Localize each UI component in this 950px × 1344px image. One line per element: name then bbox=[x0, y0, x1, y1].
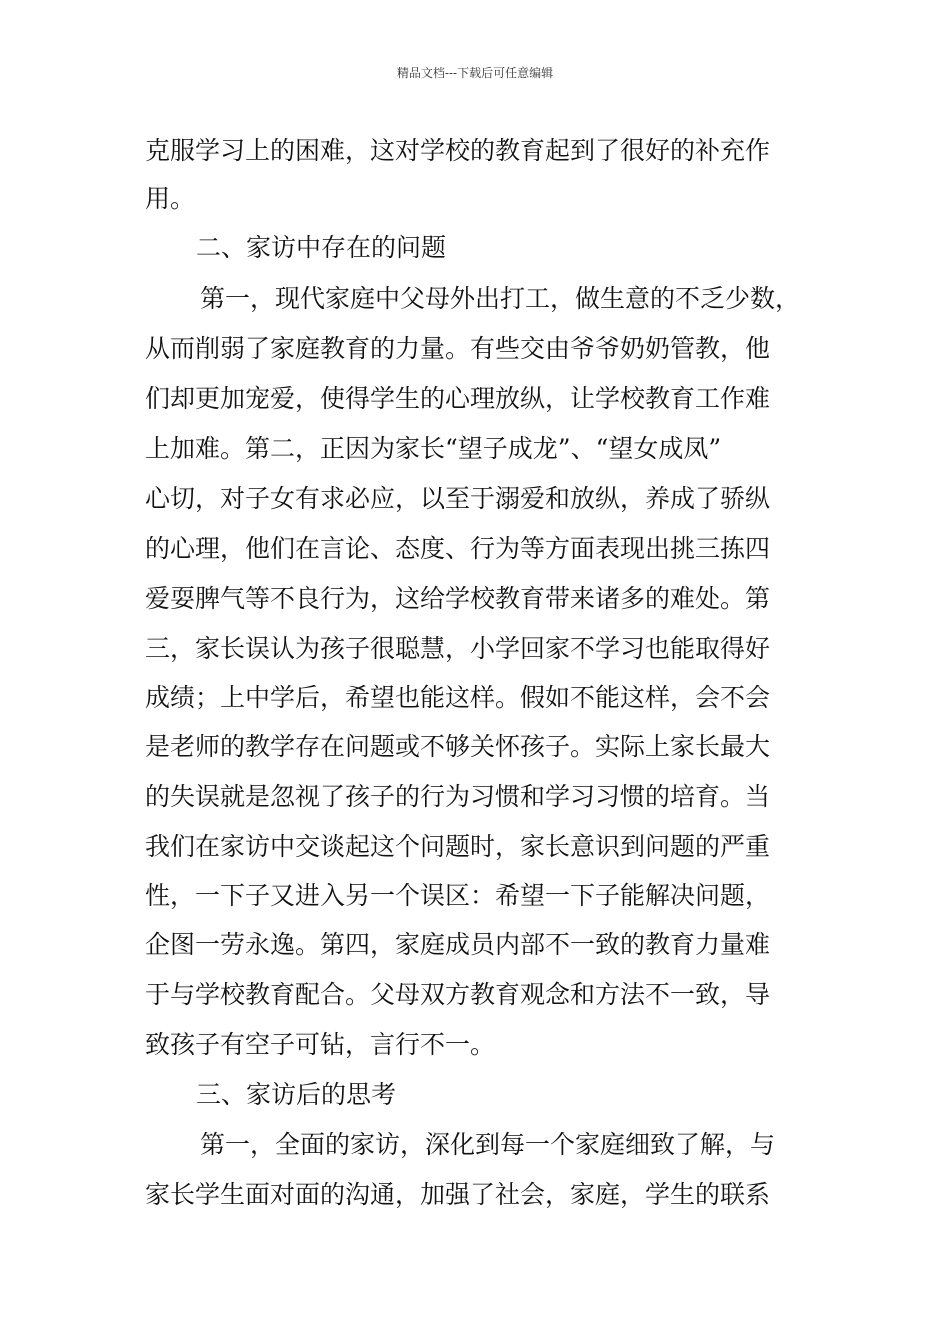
text-line: 克服学习上的困难，这对学校的教育起到了很好的补充作 bbox=[145, 136, 771, 165]
text-line: 致孩子有空子可钻，言行不一。 bbox=[145, 1030, 496, 1059]
text-line: 家长学生面对面的沟通，加强了社会，家庭，学生的联系 bbox=[145, 1180, 771, 1209]
page-header: 精品文档---下载后可任意编辑 bbox=[396, 66, 554, 80]
text-line: 从而削弱了家庭教育的力量。有些交由爷爷奶奶管教，他 bbox=[145, 334, 771, 363]
text-line: 成绩；上中学后，希望也能这样。假如不能这样，会不会 bbox=[145, 683, 771, 712]
text-line: 三，家长误认为孩子很聪慧，小学回家不学习也能取得好 bbox=[145, 634, 771, 663]
text-line: 我们在家访中交谈起这个问题时，家长意识到问题的严重 bbox=[145, 832, 771, 861]
text-line: 上加难。第二，正因为家长“望子成龙”、“望女成凤” bbox=[145, 434, 722, 463]
section-heading: 二、家访中存在的问题 bbox=[196, 233, 447, 262]
section-heading: 三、家访后的思考 bbox=[196, 1080, 397, 1109]
text-line: 于与学校教育配合。父母双方教育观念和方法不一致，导 bbox=[145, 980, 771, 1009]
text-line: 用。 bbox=[145, 184, 196, 213]
text-line: 心切，对子女有求必应，以至于溺爱和放纵，养成了骄纵 bbox=[145, 484, 771, 513]
text-line: 的失误就是忽视了孩子的行为习惯和学习习惯的培育。当 bbox=[145, 782, 771, 811]
text-line: 爱耍脾气等不良行为，这给学校教育带来诸多的难处。第 bbox=[145, 584, 771, 613]
text-line: 们却更加宠爱，使得学生的心理放纵，让学校教育工作难 bbox=[145, 384, 771, 413]
text-line: 第一，全面的家访，深化到每一个家庭细致了解，与 bbox=[200, 1130, 776, 1159]
text-line: 第一，现代家庭中父母外出打工，做生意的不乏少数， bbox=[200, 284, 801, 313]
text-line: 性，一下子又进入另一个误区：希望一下子能解决问题， bbox=[145, 881, 771, 910]
text-line: 企图一劳永逸。第四，家庭成员内部不一致的教育力量难 bbox=[145, 930, 771, 959]
text-line: 是老师的教学存在问题或不够关怀孩子。实际上家长最大 bbox=[145, 732, 771, 761]
text-line: 的心理，他们在言论、态度、行为等方面表现出挑三拣四 bbox=[145, 534, 771, 563]
